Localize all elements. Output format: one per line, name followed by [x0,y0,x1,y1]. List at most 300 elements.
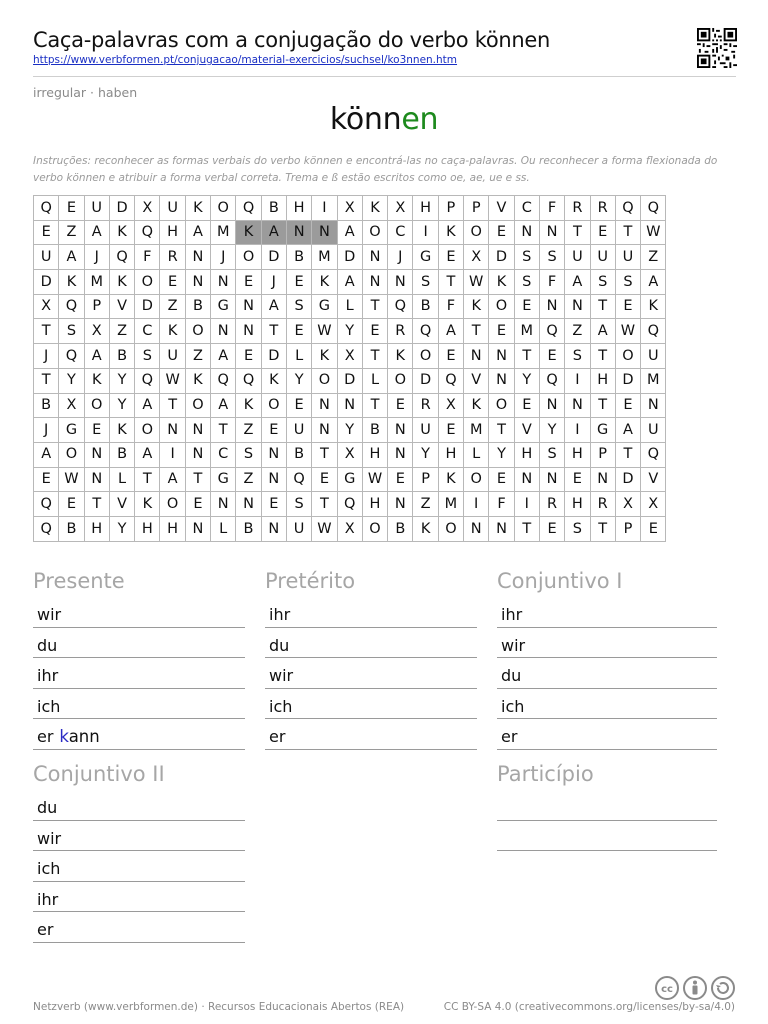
answer-line[interactable] [497,628,717,659]
grid-cell[interactable]: S [565,344,590,369]
answer-line[interactable] [265,719,477,750]
grid-cell[interactable]: V [489,196,514,221]
grid-cell[interactable]: N [337,393,362,418]
grid-cell[interactable]: E [615,294,640,319]
answer-line[interactable] [33,597,245,628]
grid-cell[interactable]: E [362,319,387,344]
grid-cell[interactable]: U [641,344,666,369]
answer-line[interactable] [33,658,245,689]
grid-cell[interactable]: E [236,270,261,295]
grid-cell[interactable]: A [34,442,59,467]
grid-cell[interactable]: C [514,196,539,221]
grid-cell[interactable]: J [34,344,59,369]
grid-cell[interactable]: T [615,442,640,467]
grid-cell[interactable]: H [135,516,160,541]
grid-cell[interactable]: R [590,196,615,221]
grid-cell[interactable]: T [464,319,489,344]
grid-cell[interactable]: N [539,294,564,319]
grid-cell[interactable]: Y [109,368,134,393]
grid-cell[interactable]: N [211,270,236,295]
grid-cell[interactable]: W [312,319,337,344]
grid-cell[interactable]: G [590,418,615,443]
grid-cell[interactable]: N [388,442,413,467]
grid-cell[interactable]: N [565,294,590,319]
grid-cell[interactable]: W [464,270,489,295]
grid-cell[interactable]: P [464,196,489,221]
grid-cell[interactable]: V [641,467,666,492]
grid-cell[interactable]: T [590,344,615,369]
grid-cell[interactable]: D [109,196,134,221]
grid-cell[interactable]: S [59,319,84,344]
grid-cell[interactable]: T [84,492,109,517]
grid-cell[interactable]: E [286,319,311,344]
grid-cell[interactable]: C [211,442,236,467]
grid-cell[interactable]: N [312,418,337,443]
grid-cell[interactable]: O [362,220,387,245]
grid-cell[interactable]: N [388,418,413,443]
grid-cell[interactable]: K [109,418,134,443]
grid-cell[interactable]: Y [413,442,438,467]
grid-cell[interactable]: P [438,196,463,221]
grid-cell[interactable]: N [261,467,286,492]
grid-cell[interactable]: K [438,220,463,245]
grid-cell[interactable]: E [388,393,413,418]
grid-cell[interactable]: D [337,245,362,270]
grid-cell[interactable]: C [135,319,160,344]
grid-cell[interactable]: E [641,516,666,541]
grid-cell[interactable]: U [615,245,640,270]
grid-cell[interactable]: K [362,196,387,221]
grid-cell[interactable]: K [438,467,463,492]
grid-cell[interactable]: O [362,516,387,541]
grid-cell[interactable]: H [160,220,185,245]
grid-cell[interactable]: E [489,467,514,492]
grid-cell[interactable]: Z [641,245,666,270]
grid-cell[interactable]: O [413,344,438,369]
grid-cell[interactable]: U [590,245,615,270]
grid-cell[interactable]: S [565,516,590,541]
grid-cell[interactable]: G [337,467,362,492]
grid-cell[interactable]: N [185,270,210,295]
grid-cell[interactable]: S [236,442,261,467]
answer-line[interactable] [497,689,717,720]
grid-cell[interactable]: U [160,196,185,221]
grid-cell[interactable]: T [514,344,539,369]
grid-cell[interactable]: A [135,442,160,467]
grid-cell[interactable]: O [464,220,489,245]
grid-cell[interactable]: F [539,196,564,221]
grid-cell[interactable]: R [413,393,438,418]
grid-cell[interactable]: E [514,393,539,418]
grid-cell[interactable]: E [615,393,640,418]
grid-cell[interactable]: N [388,492,413,517]
grid-cell[interactable]: B [185,294,210,319]
grid-cell[interactable]: M [312,245,337,270]
answer-line[interactable] [33,689,245,720]
grid-cell[interactable]: B [109,344,134,369]
grid-cell[interactable]: X [641,492,666,517]
grid-cell[interactable]: G [211,467,236,492]
grid-cell[interactable]: Z [236,418,261,443]
answer-line[interactable] [497,658,717,689]
grid-cell[interactable]: E [565,467,590,492]
grid-cell[interactable]: A [160,467,185,492]
grid-cell[interactable]: I [565,418,590,443]
grid-cell[interactable]: Y [59,368,84,393]
grid-cell[interactable]: K [109,270,134,295]
grid-cell[interactable]: Q [615,196,640,221]
grid-cell[interactable]: D [337,368,362,393]
grid-cell[interactable]: K [261,368,286,393]
grid-cell[interactable]: I [464,492,489,517]
grid-cell[interactable]: E [489,220,514,245]
grid-cell[interactable]: X [337,344,362,369]
grid-cell[interactable]: Y [514,368,539,393]
grid-cell[interactable]: G [312,294,337,319]
grid-cell[interactable]: G [59,418,84,443]
grid-cell[interactable]: D [615,368,640,393]
grid-cell[interactable]: C [388,220,413,245]
grid-cell[interactable]: D [261,344,286,369]
grid-cell[interactable]: S [539,442,564,467]
grid-cell[interactable]: O [312,368,337,393]
grid-cell[interactable]: Z [565,319,590,344]
grid-cell[interactable]: E [489,319,514,344]
grid-cell[interactable]: F [539,270,564,295]
grid-cell[interactable]: Z [160,294,185,319]
grid-cell[interactable]: A [565,270,590,295]
grid-cell[interactable]: Q [388,294,413,319]
grid-cell[interactable]: I [312,196,337,221]
grid-cell[interactable]: N [388,270,413,295]
grid-cell[interactable]: H [362,442,387,467]
grid-cell[interactable]: B [362,418,387,443]
grid-cell[interactable]: F [438,294,463,319]
grid-cell[interactable]: O [615,344,640,369]
grid-cell[interactable]: S [286,294,311,319]
grid-cell[interactable]: S [413,270,438,295]
grid-cell[interactable]: X [464,245,489,270]
grid-cell[interactable]: K [59,270,84,295]
grid-cell[interactable]: T [514,516,539,541]
answer-line[interactable] [497,719,717,750]
grid-cell[interactable]: T [312,492,337,517]
answer-line[interactable] [497,597,717,628]
grid-cell[interactable]: N [641,393,666,418]
grid-cell[interactable]: S [286,492,311,517]
grid-cell[interactable]: W [615,319,640,344]
grid-cell[interactable]: B [286,245,311,270]
grid-cell[interactable]: E [388,467,413,492]
grid-cell[interactable]: I [514,492,539,517]
grid-cell[interactable]: O [160,492,185,517]
grid-cell[interactable]: H [565,442,590,467]
answer-line[interactable] [33,851,245,882]
grid-cell[interactable]: P [590,442,615,467]
grid-cell[interactable]: R [590,492,615,517]
grid-cell[interactable]: Y [109,516,134,541]
grid-cell[interactable]: B [236,516,261,541]
grid-cell[interactable]: V [109,492,134,517]
grid-cell[interactable]: Z [59,220,84,245]
answer-line[interactable] [33,628,245,659]
answer-line[interactable] [265,689,477,720]
grid-cell[interactable]: X [84,319,109,344]
grid-cell[interactable]: K [312,344,337,369]
grid-cell[interactable]: A [615,418,640,443]
grid-cell[interactable]: W [641,220,666,245]
grid-cell[interactable]: W [160,368,185,393]
grid-cell[interactable]: Z [185,344,210,369]
answer-line[interactable] [33,821,245,852]
grid-cell[interactable]: I [160,442,185,467]
grid-cell[interactable]: K [388,344,413,369]
grid-cell[interactable]: Q [539,368,564,393]
grid-cell[interactable]: T [565,220,590,245]
grid-cell[interactable]: K [160,319,185,344]
grid-cell[interactable]: O [59,442,84,467]
grid-cell[interactable]: R [539,492,564,517]
grid-cell[interactable]: H [362,492,387,517]
answer-line[interactable] [33,912,245,943]
grid-cell[interactable]: U [641,418,666,443]
grid-cell[interactable]: K [236,393,261,418]
grid-cell[interactable]: L [337,294,362,319]
grid-cell[interactable]: N [286,220,311,245]
grid-cell[interactable]: X [388,196,413,221]
grid-cell[interactable]: L [362,368,387,393]
grid-cell[interactable]: G [211,294,236,319]
grid-cell[interactable]: N [464,516,489,541]
grid-cell[interactable]: N [236,294,261,319]
grid-cell[interactable]: Q [539,319,564,344]
grid-cell[interactable]: U [84,196,109,221]
grid-cell[interactable]: K [84,368,109,393]
grid-cell[interactable]: Q [109,245,134,270]
grid-cell[interactable]: E [34,220,59,245]
grid-cell[interactable]: A [84,220,109,245]
grid-cell[interactable]: N [362,270,387,295]
grid-cell[interactable]: K [109,220,134,245]
grid-cell[interactable]: T [34,368,59,393]
grid-cell[interactable]: N [185,245,210,270]
grid-cell[interactable]: N [84,467,109,492]
grid-cell[interactable]: H [438,442,463,467]
grid-cell[interactable]: Y [539,418,564,443]
grid-cell[interactable]: T [438,270,463,295]
grid-cell[interactable]: Q [59,344,84,369]
grid-cell[interactable]: N [236,492,261,517]
grid-cell[interactable]: A [641,270,666,295]
grid-cell[interactable]: T [261,319,286,344]
grid-cell[interactable]: O [135,270,160,295]
grid-cell[interactable]: O [438,516,463,541]
answer-line[interactable] [33,719,245,750]
grid-cell[interactable]: J [34,418,59,443]
grid-cell[interactable]: E [514,294,539,319]
grid-cell[interactable]: Z [236,467,261,492]
grid-cell[interactable]: E [59,196,84,221]
grid-cell[interactable]: D [489,245,514,270]
grid-cell[interactable]: K [185,196,210,221]
footer-license[interactable]: CC BY-SA 4.0 (creativecommons.org/licenses/by-sa/4.0) [443,1001,735,1013]
grid-cell[interactable]: E [590,220,615,245]
grid-cell[interactable]: R [160,245,185,270]
grid-cell[interactable]: D [135,294,160,319]
grid-cell[interactable]: N [539,393,564,418]
grid-cell[interactable]: D [615,467,640,492]
grid-cell[interactable]: J [211,245,236,270]
grid-cell[interactable]: E [312,467,337,492]
grid-cell[interactable]: N [464,344,489,369]
grid-cell[interactable]: K [135,492,160,517]
grid-cell[interactable]: K [185,368,210,393]
grid-cell[interactable]: N [312,220,337,245]
grid-cell[interactable]: S [590,270,615,295]
grid-cell[interactable]: N [160,418,185,443]
grid-cell[interactable]: O [489,393,514,418]
grid-cell[interactable]: K [641,294,666,319]
grid-cell[interactable]: Q [337,492,362,517]
grid-cell[interactable]: Q [413,319,438,344]
grid-cell[interactable]: K [464,294,489,319]
answer-line[interactable] [33,790,245,821]
grid-cell[interactable]: E [34,467,59,492]
grid-cell[interactable]: T [135,467,160,492]
grid-cell[interactable]: N [590,467,615,492]
grid-cell[interactable]: E [438,418,463,443]
grid-cell[interactable]: M [514,319,539,344]
grid-cell[interactable]: Q [59,294,84,319]
grid-cell[interactable]: B [286,442,311,467]
grid-cell[interactable]: J [388,245,413,270]
answer-line[interactable] [265,597,477,628]
grid-cell[interactable]: X [34,294,59,319]
answer-line[interactable] [265,628,477,659]
grid-cell[interactable]: H [160,516,185,541]
grid-cell[interactable]: L [211,516,236,541]
grid-cell[interactable]: L [286,344,311,369]
grid-cell[interactable]: T [362,344,387,369]
grid-cell[interactable]: D [413,368,438,393]
grid-cell[interactable]: T [362,294,387,319]
grid-cell[interactable]: O [236,245,261,270]
grid-cell[interactable]: W [312,516,337,541]
grid-cell[interactable]: S [615,270,640,295]
grid-cell[interactable]: N [261,516,286,541]
grid-cell[interactable]: N [185,442,210,467]
grid-cell[interactable]: G [413,245,438,270]
grid-cell[interactable]: L [109,467,134,492]
grid-cell[interactable]: Y [109,393,134,418]
grid-cell[interactable]: A [211,393,236,418]
grid-cell[interactable]: H [590,368,615,393]
grid-cell[interactable]: N [236,319,261,344]
grid-cell[interactable]: E [539,516,564,541]
grid-cell[interactable]: N [185,418,210,443]
grid-cell[interactable]: E [160,270,185,295]
grid-cell[interactable]: E [438,245,463,270]
grid-cell[interactable]: J [261,270,286,295]
grid-cell[interactable]: K [236,220,261,245]
grid-cell[interactable]: Z [413,492,438,517]
grid-cell[interactable]: B [261,196,286,221]
grid-cell[interactable]: I [565,368,590,393]
grid-cell[interactable]: E [438,344,463,369]
grid-cell[interactable]: X [337,516,362,541]
grid-cell[interactable]: U [286,516,311,541]
grid-cell[interactable]: T [34,319,59,344]
grid-cell[interactable]: Q [34,516,59,541]
grid-cell[interactable]: X [135,196,160,221]
grid-cell[interactable]: R [388,319,413,344]
grid-cell[interactable]: E [539,344,564,369]
grid-cell[interactable]: M [641,368,666,393]
grid-cell[interactable]: Y [337,319,362,344]
grid-cell[interactable]: Y [337,418,362,443]
grid-cell[interactable]: E [286,393,311,418]
grid-cell[interactable]: P [413,467,438,492]
grid-cell[interactable]: Q [236,368,261,393]
grid-cell[interactable]: D [34,270,59,295]
grid-cell[interactable]: H [286,196,311,221]
grid-cell[interactable]: X [337,196,362,221]
grid-cell[interactable]: N [185,516,210,541]
grid-cell[interactable]: Q [286,467,311,492]
grid-cell[interactable]: X [615,492,640,517]
grid-cell[interactable]: A [59,245,84,270]
grid-cell[interactable]: L [464,442,489,467]
grid-cell[interactable]: T [615,220,640,245]
grid-cell[interactable]: Q [135,368,160,393]
grid-cell[interactable]: K [413,516,438,541]
grid-cell[interactable]: U [565,245,590,270]
grid-cell[interactable]: P [84,294,109,319]
grid-cell[interactable]: N [489,368,514,393]
grid-cell[interactable]: Q [438,368,463,393]
grid-cell[interactable]: N [211,492,236,517]
grid-cell[interactable]: T [590,294,615,319]
grid-cell[interactable]: U [413,418,438,443]
grid-cell[interactable]: T [312,442,337,467]
grid-cell[interactable]: S [514,270,539,295]
grid-cell[interactable]: H [413,196,438,221]
grid-cell[interactable]: N [261,442,286,467]
grid-cell[interactable]: N [565,393,590,418]
grid-cell[interactable]: V [464,368,489,393]
grid-cell[interactable]: T [489,418,514,443]
grid-cell[interactable]: X [438,393,463,418]
grid-cell[interactable]: N [211,319,236,344]
answer-line[interactable] [33,882,245,913]
grid-cell[interactable]: M [464,418,489,443]
grid-cell[interactable]: N [489,344,514,369]
answer-line[interactable] [497,790,717,821]
grid-cell[interactable]: Q [34,492,59,517]
grid-cell[interactable]: Q [211,368,236,393]
grid-cell[interactable]: A [135,393,160,418]
grid-cell[interactable]: T [211,418,236,443]
grid-cell[interactable]: N [539,220,564,245]
grid-cell[interactable]: H [84,516,109,541]
grid-cell[interactable]: S [539,245,564,270]
grid-cell[interactable]: O [185,319,210,344]
grid-cell[interactable]: A [438,319,463,344]
grid-cell[interactable]: Q [34,196,59,221]
grid-cell[interactable]: N [539,467,564,492]
grid-cell[interactable]: R [565,196,590,221]
grid-cell[interactable]: N [312,393,337,418]
